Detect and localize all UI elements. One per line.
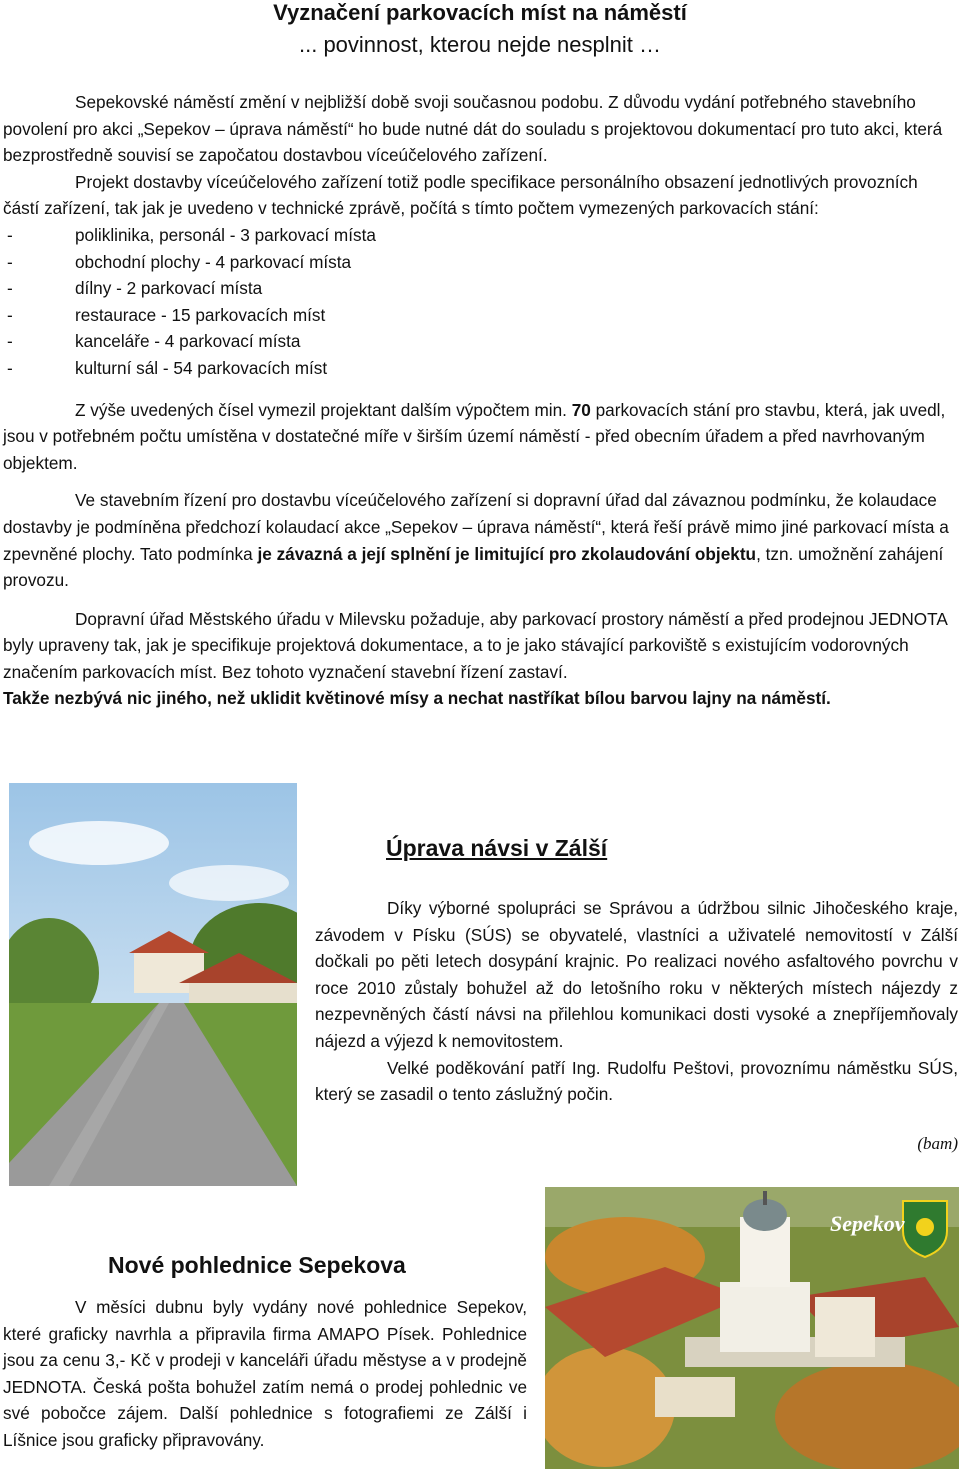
list-item-text: restaurace - 15 parkovacích míst [75,304,326,325]
article2-body [315,895,958,1108]
dash-marker: - [7,304,13,325]
byline: (bam) [917,1134,958,1153]
paragraph: Velké poděkování patří Ing. Rudolfu Peštovi, provoznímu náměstku SÚS, který se zasadil o tento záslužný počin. [315,1057,958,1105]
article-title: Vyznačení parkovacích míst na náměstí [273,0,687,25]
paragraph: Dopravní úřad Městského úřadu v Milevsku požaduje, aby parkovací prostory náměstí a před prodejnou JEDNOTA byly upraveny tak, jak je specifikuje projektová dokumentace, a to je jako stávající parkoviště s existujícím vodorovných značením parkovacích míst. Bez tohoto vyznačení stavební řízení zastaví. [3,608,947,682]
paragraph: Sepekovské náměstí změní v nejbližší době svoji současnou podobu. Z důvodu vydání potřebného stavebního povolení pro akci „Sepekov – úprava náměstí“ ho bude nutné dát do souladu s projektovou dokumentací pro tuto akci, která bezprostředně souvisí se započatou dostavbou víceúčelového zařízení. [3,92,943,166]
text-run: , tzn. umožnění zahájení provozu. [3,543,944,591]
list-item-text: kanceláře - 4 parkovací místa [75,331,301,352]
paragraph [3,487,958,593]
list-item [3,328,958,355]
building [655,1377,735,1417]
list-item [3,275,958,302]
cloud [29,821,169,865]
spire [763,1191,767,1205]
dash-marker: - [7,278,13,299]
section-title: Nové pohlednice Sepekova [108,1252,406,1278]
village-road-photo [9,783,297,1186]
list-item-text: dílny - 2 parkovací místa [75,278,263,299]
list-item [3,249,958,276]
list-item [3,302,958,329]
paragraph: Projekt dostavby víceúčelového zařízení totiž podle specifikace personálního obsazení jednotlivých provozních částí zařízení, tak jak je uvedeno v technické zprávě, počítá s tímto počtem vymezených parkovacích stání: [3,171,918,219]
highlight-number: 70 [571,399,591,420]
text-run: Z výše uvedených čísel vymezil projektant dalším výpočtem min. [75,399,572,420]
list-item-text: obchodní plochy - 4 parkovací místa [75,251,352,272]
postcard-photo [545,1187,959,1469]
dash-marker: - [7,331,13,352]
postcard-logo: Sepekov [830,1211,905,1236]
dash-marker: - [7,224,13,245]
article3-body [3,1294,527,1454]
cloud [169,865,289,901]
article-subtitle: ... povinnost, kterou nejde nesplnit … [299,32,661,57]
paragraph: V měsíci dubnu byly vydány nové pohlednice Sepekov, které graficky navrhla a připravila firma AMAPO Písek. Pohlednice jsou za cenu 3,- Kč v prodeji v kanceláři úřadu městyse a v prodejně JEDNOTA. Česká pošta bohužel zatím nemá o prodej pohlednic ve své pobočce zájem. Další pohlednice s fotografiemi ze Zálší i Líšnice jsou graficky připravovány. [3,1297,527,1450]
list-item-text: poliklinika, personál - 3 parkovací místa [75,224,376,245]
dash-marker: - [7,251,13,272]
list-item-text: kulturní sál - 54 parkovacích míst [75,357,328,378]
coat-of-arms [903,1201,947,1257]
dash-marker: - [7,357,13,378]
text-run: parkovacích stání pro stavbu, která, jak uvedl, jsou v potřebném počtu umístěna v dostatečné míře v širším území náměstí - před obecním úřadem a před navrhovaným objektem. [3,399,946,473]
village-road-illustration [9,783,297,1186]
article-body [3,89,958,712]
church [720,1282,810,1352]
list-item [3,222,958,249]
conclusion: Takže nezbývá nic jiného, než uklidit květinové mísy a nechat nastříkat bílou barvou lajny na náměstí. [3,688,831,709]
text-run: Ve stavebním řízení pro dostavbu víceúčelového zařízení si dopravní úřad dal závaznou podmínku, že kolaudace dostavby je podmíněna předchozí kolaudací akce „Sepekov – úprava náměstí“, která řeší právě mimo jiné parkovací místa a zpevněné plochy. Tato podmínka [3,490,949,564]
building [815,1297,875,1357]
section-title-text: Úprava návsi v Zálší [386,835,608,861]
section-title [386,835,607,862]
parking-list [3,222,958,382]
paragraph: Díky výborné spolupráci se Správou a údržbou silnic Jihočeského kraje, závodem v Písku (SÚS) se obyvatelé, vlastníci a uživatelé nemovitostí v Zálší dočkali po pěti letech dosypání krajnic. Po realizaci nového asfaltového povrchu v roce 2010 zůstaly bohužel až do letošního roku v některých místech nájezdy z nezpevněných částí návsi na přilehlou komunikaci dosti vysoké a znepříjemňovaly nájezd a výjezd k nemovitostem. [315,898,958,1051]
list-item [3,355,958,382]
paragraph [3,397,958,477]
emphasis: je závazná a její splnění je limitující pro zkolaudování objektu [257,543,757,564]
